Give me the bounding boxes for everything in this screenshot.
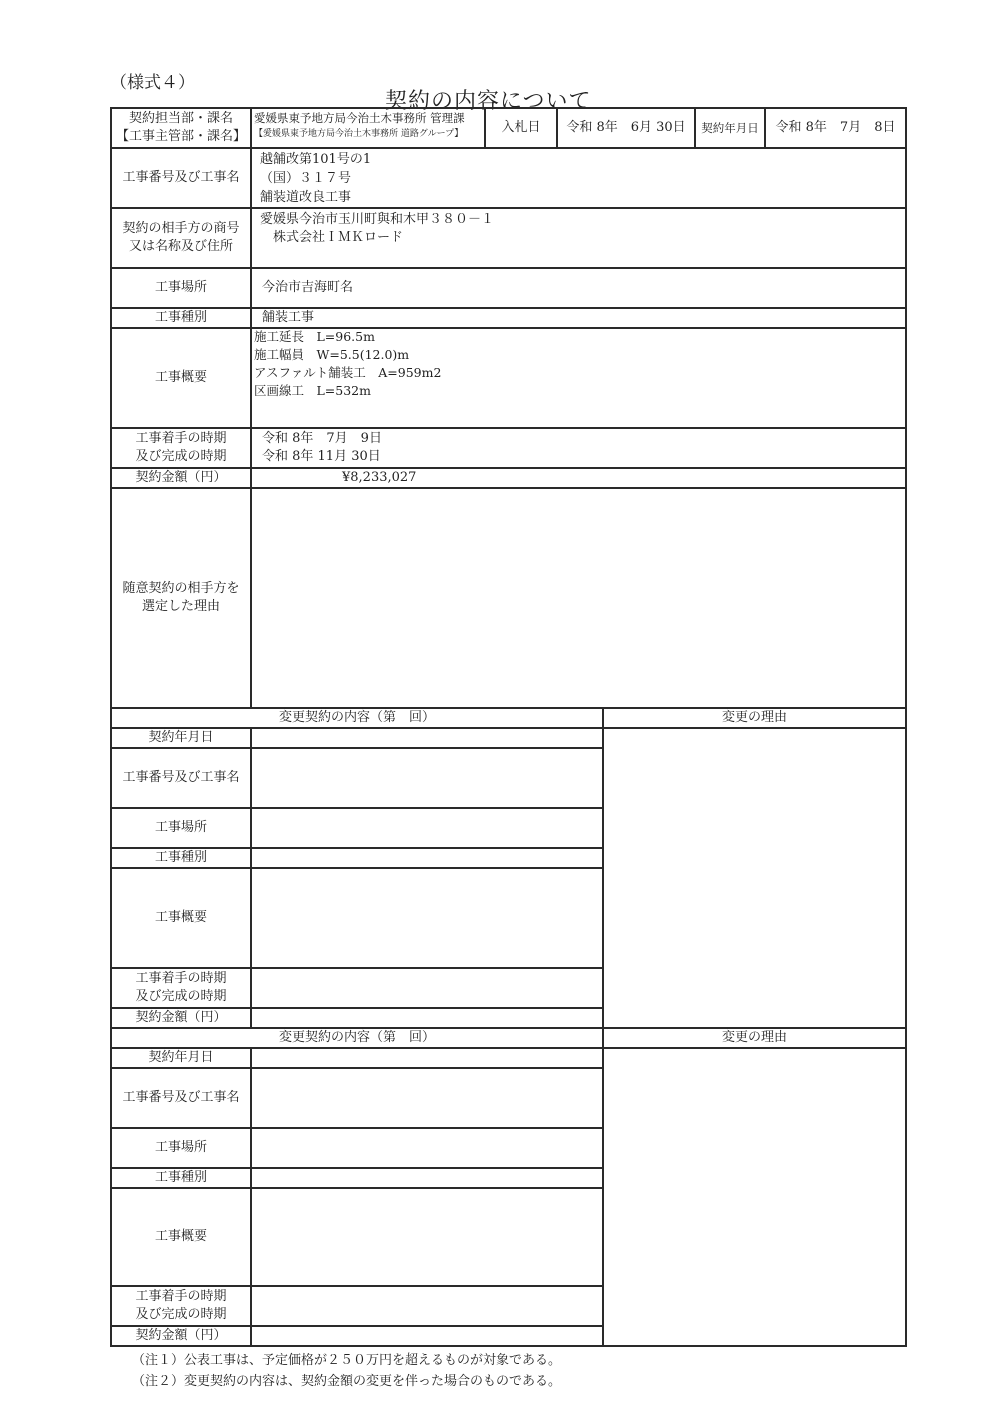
change-header: 変更契約の内容（第 回）	[278, 710, 435, 725]
reason-label: 随意契約の相手方を 選定した理由	[122, 581, 240, 614]
change-type-label: 工事種別	[154, 1170, 207, 1185]
bid-date-label: 入札日	[501, 120, 541, 135]
work-no-value: 越舗改第101号の1 （国）３１７号 舗装道改良工事	[260, 152, 372, 205]
note-1: （注１）公表工事は、予定価格が２５０万円を超えるものが対象である。	[132, 1353, 562, 1368]
change-site-value-cell	[250, 807, 604, 849]
change-site-label: 工事場所	[154, 1140, 207, 1155]
dept-label: 契約担当部・課名 【工事主管部・課名】	[115, 111, 246, 144]
change-date-value-cell	[250, 1047, 604, 1069]
change-amount-value-cell	[250, 1325, 604, 1347]
note-2: （注２）変更契約の内容は、契約金額の変更を伴った場合のものである。	[132, 1374, 562, 1389]
change-work-no-label: 工事番号及び工事名	[122, 770, 240, 785]
site-value: 今治市吉海町名	[262, 280, 354, 295]
partner-label: 契約の相手方の商号 又は名称及び住所	[122, 221, 240, 254]
change-date-value-cell	[250, 727, 604, 749]
type-value: 舗装工事	[262, 310, 315, 325]
form-number: （様式４）	[110, 73, 195, 93]
summary-value: 施工延長 L=96.5m 施工幅員 W=5.5(12.0)m アスファルト舗装工 A=959m2 区画線工 L=532m	[254, 329, 442, 398]
dept-value-sub: 【愛媛県東予地方局今治土木事務所 道路グループ】	[254, 129, 464, 139]
change-type-label: 工事種別	[154, 850, 207, 865]
work-no-label: 工事番号及び工事名	[122, 170, 240, 185]
change-reason-header: 変更の理由	[721, 1030, 787, 1045]
type-label: 工事種別	[154, 310, 207, 325]
summary-label: 工事概要	[154, 370, 207, 385]
change-period-value-cell	[250, 967, 604, 1009]
contract-date-value: 令和 8年 7月 8日	[775, 120, 896, 135]
change-summary-label: 工事概要	[154, 910, 207, 925]
change-work-no-value-cell	[250, 1067, 604, 1129]
amount-value: ¥8,233,027	[342, 470, 417, 485]
dept-value: 愛媛県東予地方局今治土木事務所 管理課	[254, 111, 465, 125]
change-period-label: 工事着手の時期 及び完成の時期	[135, 971, 227, 1004]
change-work-no-value-cell	[250, 747, 604, 809]
contract-date-label: 契約年月日	[701, 121, 759, 135]
page-title: 契約の内容について	[385, 89, 592, 114]
change-reason-header: 変更の理由	[721, 710, 787, 725]
change-summary-label: 工事概要	[154, 1229, 207, 1244]
change-work-no-label: 工事番号及び工事名	[122, 1090, 240, 1105]
amount-label: 契約金額（円）	[135, 470, 227, 485]
change-date-label: 契約年月日	[148, 1050, 214, 1065]
change-type-value-cell	[250, 847, 604, 869]
change-period-value-cell	[250, 1285, 604, 1327]
change-header: 変更契約の内容（第 回）	[278, 1030, 435, 1045]
change-date-label: 契約年月日	[148, 730, 214, 745]
site-label: 工事場所	[154, 280, 207, 295]
change-type-value-cell	[250, 1167, 604, 1189]
change-amount-label: 契約金額（円）	[135, 1328, 227, 1343]
change-amount-label: 契約金額（円）	[135, 1010, 227, 1025]
change-period-label: 工事着手の時期 及び完成の時期	[135, 1289, 227, 1322]
bid-date-value: 令和 8年 6月 30日	[566, 120, 686, 135]
change-amount-value-cell	[250, 1007, 604, 1029]
partner-value: 愛媛県今治市玉川町與和木甲３８０－１ 株式会社ＩＭＫロード	[260, 212, 495, 245]
change-reason-cell	[602, 1047, 907, 1347]
change-reason-cell	[602, 727, 907, 1029]
change-site-label: 工事場所	[154, 820, 207, 835]
period-label: 工事着手の時期 及び完成の時期	[135, 431, 227, 464]
period-value: 令和 8年 7月 9日 令和 8年 11月 30日	[262, 431, 382, 464]
change-site-value-cell	[250, 1127, 604, 1169]
reason-value-cell	[250, 487, 907, 709]
change-summary-value-cell	[250, 867, 604, 969]
change-summary-value-cell	[250, 1187, 604, 1287]
